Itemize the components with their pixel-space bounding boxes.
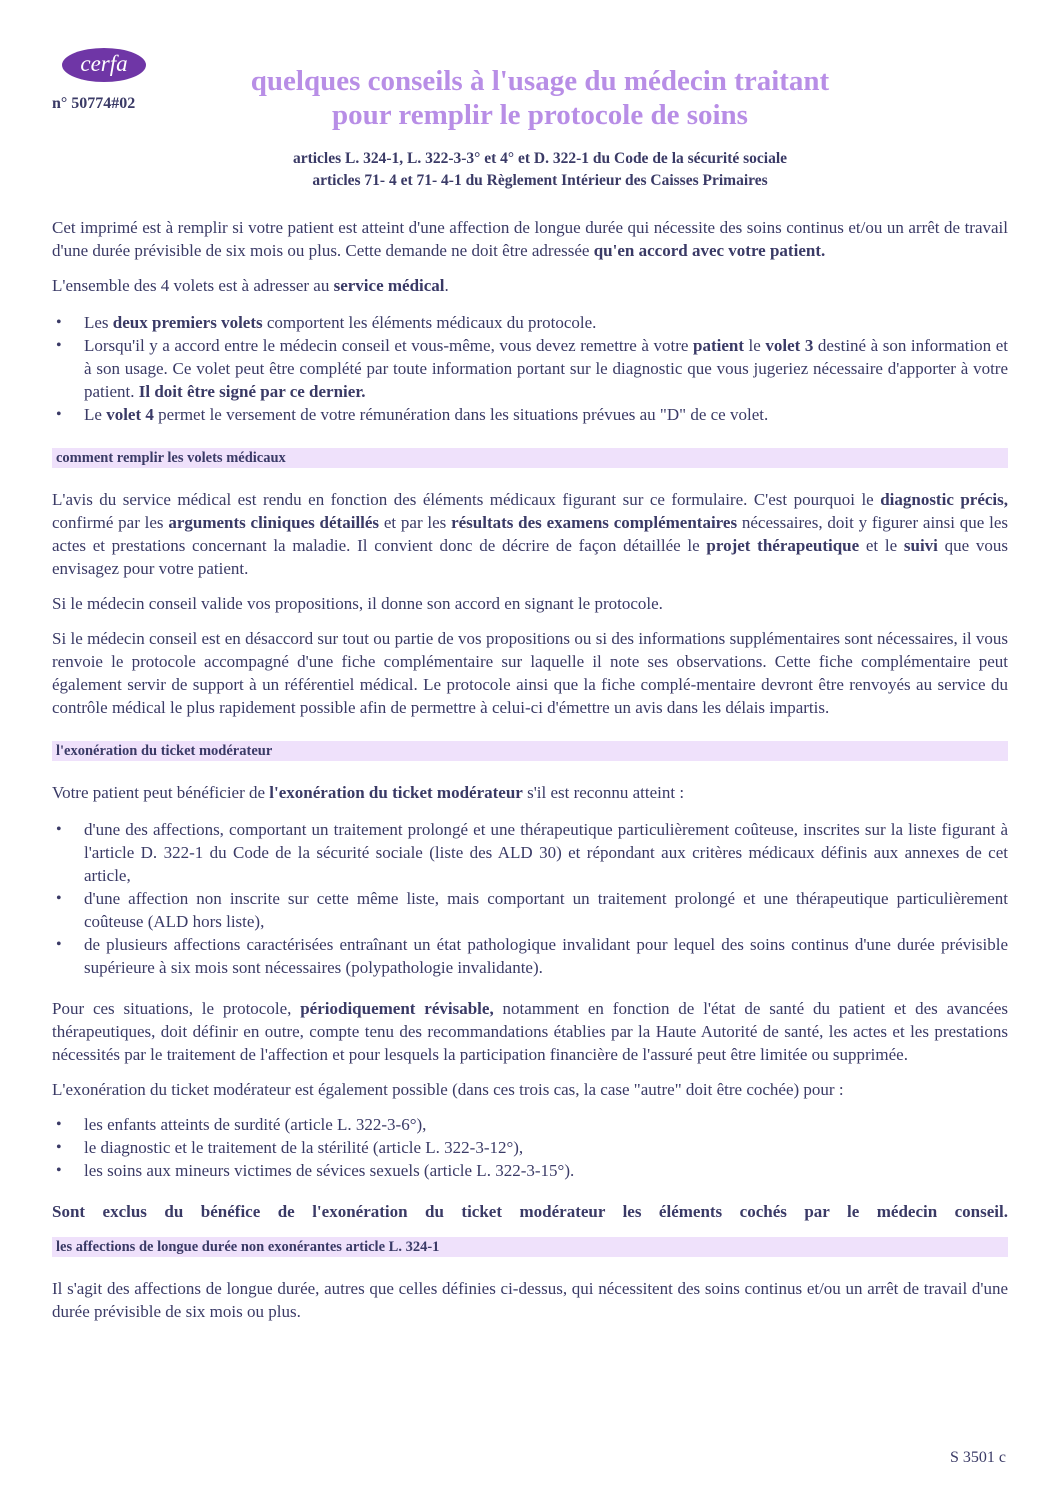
volets-list — [52, 311, 1008, 426]
articles-line-2: articles 71- 4 et 71- 4-1 du Règlement Intérieur des Caisses Primaires — [312, 172, 768, 189]
section1-paragraph-1 — [52, 488, 1008, 580]
text-run: le — [744, 336, 766, 355]
logo-text: cerfa — [80, 51, 128, 76]
section3-paragraph: Il s'agit des affections de longue durée, autres que celles définies ci-dessus, qui nécessitent des soins continus et/ou un arrêt de travail d'une durée prévisible de six mois ou plus. — [52, 1279, 1008, 1321]
section-heading: l'exonération du ticket modérateur — [52, 741, 1008, 761]
section-heading: les affections de longue durée non exonérantes article L. 324-1 — [52, 1237, 1008, 1257]
page-title — [150, 64, 930, 132]
text-run: s'il est reconnu atteint : — [522, 783, 685, 802]
section2-paragraph-2 — [52, 997, 1008, 1066]
section1-paragraph-2: Si le médecin conseil valide vos propositions, il donne son accord en signant le protocole. — [52, 594, 663, 613]
text-run-bold: service médical — [333, 276, 445, 295]
text-run: et le — [859, 536, 904, 555]
text-run: L'ensemble des 4 volets est à adresser au — [52, 276, 334, 295]
section-heading: comment remplir les volets médicaux — [52, 448, 1008, 468]
text-run-bold: projet thérapeutique — [706, 536, 860, 555]
title-line-2: pour remplir le protocole de soins — [332, 99, 748, 131]
text-run-bold: Il doit être signé par ce dernier. — [138, 382, 366, 401]
articles-line-1: articles L. 324-1, L. 322-3-3° et 4° et D. 322-1 du Code de la sécurité sociale — [292, 150, 788, 167]
list-item — [52, 403, 1008, 426]
text-run-bold: diagnostic précis, — [880, 490, 1009, 509]
section1-paragraph-3: Si le médecin conseil est en désaccord sur tout ou partie de vos propositions ou si des informations supplémentaires sont nécessaires, il vous renvoie le protocole accompagné d'une fiche complémentaire sur laquelle il note ses observations. Cette fiche complémentaire peut également servir de support à un référentiel médical. Le protocole ainsi que la fiche complé-mentaire devront être renvoyés au service du contrôle médical le plus rapidement possible afin de permettre à celui-ci d'émettre un avis dans les délais impartis. — [52, 629, 1008, 717]
section2-paragraph-3: L'exonération du ticket modérateur est également possible (dans ces trois cas, la case "autre" doit être cochée) pour : — [52, 1080, 844, 1099]
exclusion-note: Sont exclus du bénéfice de l'exonération du ticket modérateur les éléments cochés par le médecin conseil. — [52, 1202, 1008, 1221]
document-body — [52, 216, 1008, 1335]
intro-paragraph-2 — [52, 274, 1008, 297]
exoneration-list — [52, 818, 1008, 979]
text-run-bold: l'exonération du ticket modérateur — [269, 783, 523, 802]
text-run-bold: périodiquement révisable, — [300, 999, 494, 1018]
text-run: Pour ces situations, le protocole, — [52, 999, 301, 1018]
text-run-bold: qu'en accord avec votre patient. — [593, 241, 826, 260]
text-run: nécessaires, doit y figurer ainsi que les actes et prestations concernant la maladie. Il convient donc de décrire de façon détaillée le — [52, 513, 1009, 555]
text-run: notamment en fonction de l'état de santé du patient et des avancées thérapeutiques, doit définir en outre, compte tenu des recommandations établies par la Haute Autorité de santé, les actes et les prestations nécessités par le traitement de l'affection et pour lesquels la participation financière de l'assuré peut être limitée ou supprimée. — [52, 999, 1008, 1064]
text-run: Cet imprimé est à remplir si votre patient est atteint d'une affection de longue durée qui nécessite des soins continus et/ou un arrêt de travail d'une durée prévisible de six mois ou plus. Cette demande ne doit être adressée — [52, 218, 1008, 260]
other-cases-list — [52, 1113, 1008, 1182]
list-item: • les enfants atteints de surdité (article L. 322-3-6°), — [52, 1113, 1008, 1136]
text-run: . — [444, 276, 449, 295]
text-run-bold: deux premiers volets — [112, 313, 263, 332]
text-run: que vous envisagez pour votre patient. — [52, 536, 1009, 578]
list-item — [52, 311, 1008, 334]
text-run: Le — [84, 405, 107, 424]
text-run: L'avis du service médical est rendu en fonction des éléments médicaux figurant sur ce formulaire. C'est pourquoi le — [52, 490, 881, 509]
text-run: Lorsqu'il y a accord entre le médecin conseil et vous-même, vous devez remettre à votre — [84, 336, 693, 355]
text-run: permet le versement de votre rémunération dans les situations prévues au "D" de ce volet. — [153, 405, 769, 424]
legal-references — [150, 148, 930, 192]
text-run-bold: résultats des examens complémentaires — [451, 513, 738, 532]
list-item — [52, 334, 1008, 403]
text-run: et par les — [379, 513, 452, 532]
list-item: • le diagnostic et le traitement de la stérilité (article L. 322-3-12°), — [52, 1136, 1008, 1159]
text-run: confirmé par les — [52, 513, 169, 532]
form-number: n° 50774#02 — [52, 95, 136, 112]
text-run-bold: suivi — [903, 536, 938, 555]
text-run: Votre patient peut bénéficier de — [52, 783, 270, 802]
list-item: • d'une affection non inscrite sur cette même liste, mais comportant un traitement prolongé et une thérapeutique particulièrement coûteuse (ALD hors liste), — [52, 887, 1008, 933]
form-code: S 3501 c — [950, 1449, 1006, 1466]
list-item: • d'une des affections, comportant un traitement prolongé et une thérapeutique particulièrement coûteuse, inscrites sur la liste figurant à l'article D. 322-1 du Code de la sécurité sociale (liste des ALD 30) et répondant aux critères médicaux définis aux annexes de cet article, — [52, 818, 1008, 887]
text-run-bold: volet 3 — [765, 336, 814, 355]
text-run: destiné à son information et à son usage. Ce volet peut être complété par toute information portant sur le diagnostic que vous jugeriez nécessaire d'apporter à votre patient. — [84, 336, 1008, 401]
text-run: Les — [84, 313, 113, 332]
section2-paragraph-1 — [52, 781, 1008, 804]
text-run: comportent les éléments médicaux du protocole. — [262, 313, 597, 332]
title-line-1: quelques conseils à l'usage du médecin traitant — [250, 65, 830, 97]
text-run-bold: arguments cliniques détaillés — [168, 513, 380, 532]
text-run-bold: volet 4 — [106, 405, 154, 424]
list-item: • les soins aux mineurs victimes de sévices sexuels (article L. 322-3-15°). — [52, 1159, 1008, 1182]
cerfa-logo — [62, 48, 146, 82]
text-run-bold: patient — [693, 336, 744, 355]
list-item: • de plusieurs affections caractérisées entraînant un état pathologique invalidant pour lequel des soins continus d'une durée prévisible supérieure à six mois sont nécessaires (polypathologie invalidante). — [52, 933, 1008, 979]
intro-paragraph — [52, 216, 1008, 262]
